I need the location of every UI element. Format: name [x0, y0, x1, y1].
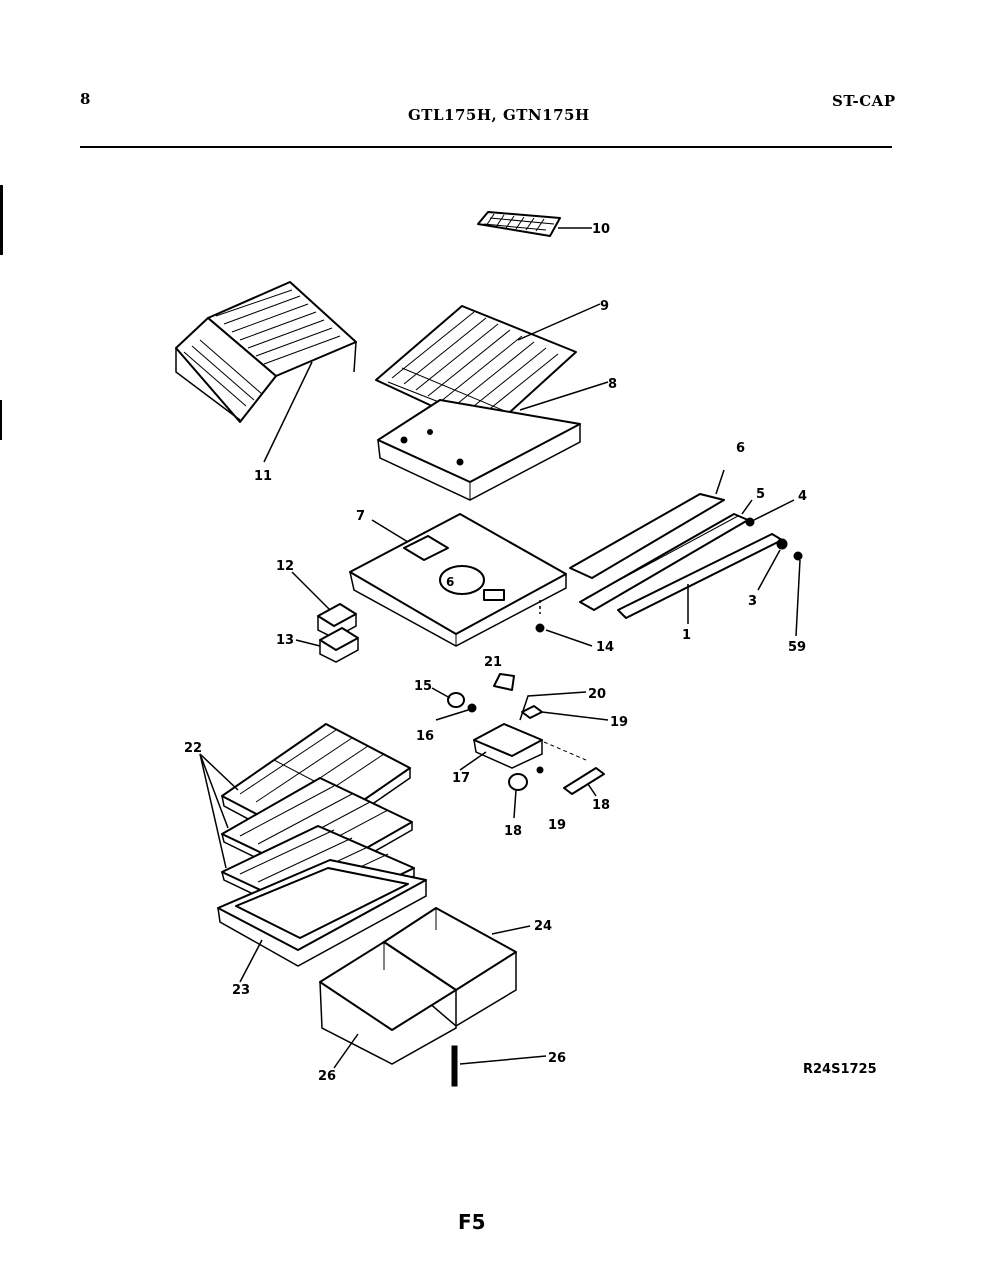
label-22: 20 — [588, 687, 607, 702]
part-18-knob — [509, 774, 527, 818]
label-4: 4 — [798, 489, 808, 504]
label-16: 16 — [416, 729, 435, 744]
label-26-back: 24 — [534, 919, 553, 934]
label-28: 26 — [318, 1069, 337, 1084]
label-8: 8 — [608, 377, 618, 392]
label-20: 18 — [592, 798, 611, 813]
label-18-text: 18 — [504, 824, 523, 839]
part-6-rail — [570, 470, 724, 578]
label-59: 59 — [788, 640, 807, 655]
label-7: 7 — [356, 509, 366, 524]
label-12: 12 — [276, 559, 295, 574]
part-4-screw — [746, 500, 794, 526]
part-23-cap — [494, 674, 514, 690]
label-1: 1 — [682, 628, 692, 643]
label-14: 14 — [596, 640, 615, 655]
label-25: 23 — [232, 983, 251, 998]
part-14-screw — [536, 624, 592, 646]
part-27-rod — [452, 1046, 546, 1086]
label-9: 9 — [600, 299, 610, 314]
part-7-tray — [350, 514, 566, 646]
page-footer-label: F5 — [458, 1210, 486, 1234]
label-21: 19 — [610, 715, 629, 730]
label-3: 3 — [748, 594, 758, 609]
part-59-screw — [794, 552, 802, 636]
label-10: 10 — [592, 222, 611, 237]
label-15: 15 — [414, 679, 433, 694]
svg-text:6: 6 — [446, 575, 455, 589]
part-11-wire-rack — [176, 282, 356, 462]
page-number: 8 — [80, 90, 91, 108]
label-23: 21 — [484, 655, 503, 670]
section-code: ST-CAP — [832, 92, 896, 110]
part-15-bulb — [432, 688, 464, 707]
label-24: 22 — [184, 741, 203, 756]
label-13: 13 — [276, 633, 295, 648]
label-11: 11 — [254, 469, 273, 484]
part-19-screw — [537, 767, 543, 773]
label-17: 17 — [452, 771, 471, 786]
diagram-reference-code: R24S1725 — [803, 1062, 877, 1077]
part-13-block — [296, 628, 358, 662]
label-6: 6 — [736, 441, 746, 456]
label-19-text: 19 — [548, 818, 567, 833]
label-27: 26 — [548, 1051, 567, 1066]
part-17-housing — [460, 724, 586, 770]
part-10-grille — [478, 212, 592, 236]
model-numbers: GTL175H, GTN175H — [408, 106, 590, 124]
part-20-lens — [564, 768, 604, 796]
part-21-clip — [522, 706, 608, 720]
part-12-block — [292, 572, 356, 638]
label-5: 5 — [756, 487, 766, 502]
